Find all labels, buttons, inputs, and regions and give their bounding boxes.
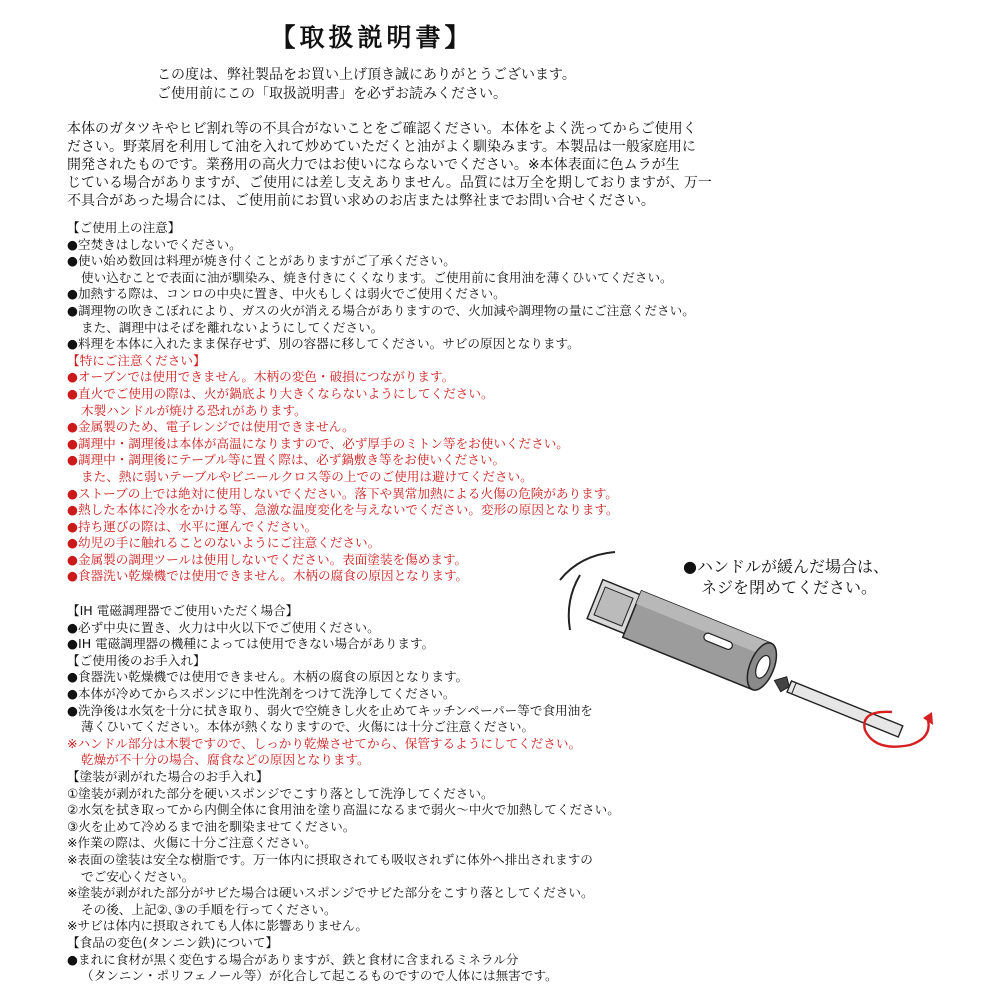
lead-line: 開発されたものです。業務用の高火力ではお使いにならないでください。※本体表面に色ムラが生 [67, 157, 680, 173]
screwdriver-icon [771, 673, 903, 739]
intro-block [157, 66, 576, 104]
instruction-line: ●加熱する際は、コンロの中央に置き、中火もしくは弱火でご使用ください。 [67, 286, 506, 302]
lead-line: ださい。野菜屑を利用して油を入れて炒めていただくと油がよく馴染みます。本製品は一般家庭用に [67, 139, 696, 155]
instruction-line: 【食品の変色(タンニン鉄)について】 [67, 934, 279, 950]
instruction-line: ●持ち運びの際は、水平に運んでください。 [67, 518, 318, 534]
instruction-line: ●必ず中央に置き、火力は中火以下でご使用ください。 [67, 619, 380, 635]
instruction-line: ●幼児の手に触れることのないようにご注意ください。 [67, 535, 381, 551]
handle-illustration [540, 540, 960, 800]
instruction-line: ●食器洗い乾燥機では使用できません。木柄の腐食の原因となります。 [67, 669, 469, 685]
instruction-line: ●食器洗い乾燥機では使用できません。木柄の腐食の原因となります。 [67, 568, 469, 584]
instruction-line: ●直火でご使用の際は、火が鍋底より大きくならないようにしてください。 [67, 385, 494, 401]
lead-paragraph [67, 120, 717, 210]
instruction-line: ●本体が冷めてからスポンジに中性洗剤をつけて洗浄してください。 [67, 686, 456, 702]
instruction-line: ●調理中・調理後は本体が高温になりますので、必ず厚手のミトン等をお使いください。 [67, 435, 569, 451]
instruction-line: ※サビは体内に摂取されても人体に影響ありません。 [67, 918, 368, 934]
intro-line: この度は、弊社製品をお買い上げ頂き誠にありがとうございます。 [157, 67, 576, 83]
instruction-line: ●IH 電磁調理器の機種によっては使用できない場合があります。 [67, 636, 435, 652]
instruction-line: ●オーブンでは使用できません。木柄の変色・破損につながります。 [67, 369, 455, 385]
instruction-line: 木製ハンドルが焼ける恐れがあります。 [81, 402, 307, 418]
instruction-line: 【特にご注意ください】 [67, 352, 206, 368]
instruction-line: 【塗装が剥がれた場合のお手入れ】 [67, 769, 269, 784]
instruction-line: ③火を止めて冷めるまで油を馴染ませてください。 [67, 818, 356, 834]
instruction-line: また、熱に弱いテーブルやビニールクロス等の上でのご使用は避けてください。 [81, 468, 533, 484]
instruction-line: ●調理中・調理後にテーブル等に置く際は、必ず鍋敷き等をお使いください。 [67, 452, 506, 468]
lead-line: 本体のガタツキやヒビ割れ等の不具合がないことをご確認ください。本体をよく洗ってからご使用く [67, 121, 697, 137]
instruction-line: ●金属製の調理ツールは使用しないでください。表面塗装を傷めます。 [67, 551, 468, 567]
instruction-line: その後、上記②､③の手順を行ってください。 [81, 901, 337, 917]
instruction-line: また、調理中はそばを離れないようにしてください。 [81, 319, 384, 335]
instruction-line: 【ご使用上の注意】 [67, 220, 181, 235]
lead-line: じている場合がありますが、ご使用には差し支えありません。品質には万全を期しておりますが、万一 [67, 175, 712, 191]
instruction-line: （タンニン・ポリフェノール等）が化合して起こるものですので人体には無害です。 [81, 968, 558, 984]
page-title [0, 18, 1000, 54]
instruction-line: ●熱した本体に冷水をかける等、急激な温度変化を与えないでください。変形の原因となります。 [67, 502, 619, 518]
instruction-line: ●料理を本体に入れたまま保存せず、別の容器に移してください。サビの原因となります。 [67, 336, 580, 352]
instruction-line: ※塗装が剥がれた部分がサビた場合は硬いスポンジでサビた部分をこすり落としてください。 [67, 885, 594, 901]
instruction-line: ①塗装が剥がれた部分を硬いスポンジでこすり落として洗浄してください。 [67, 785, 494, 801]
instruction-line: ※作業の際は、火傷に十分ご注意ください。 [67, 835, 317, 851]
instruction-line: ●調理物の吹きこぼれにより、ガスの火が消える場合がありますので、火加減や調理物の量にご注意ください。 [67, 302, 695, 318]
instruction-line: ●ストーブの上では絶対に使用しないでください。落下や異常加熱による火傷の危険があります。 [67, 485, 618, 501]
callout-line-2: ネジを閉めてください。 [701, 578, 878, 597]
instruction-line: 使い込むことで表面に油が馴染み、焼き付きにくくなります。ご使用前に食用油を薄くひいてください。 [81, 269, 673, 285]
instruction-line: ②水気を拭き取ってから内側全体に食用油を塗り高温になるまで弱火～中火で加熱してください。 [67, 802, 620, 818]
instruction-line: ●洗浄後は水気を十分に拭き取り、弱火で空焼きし火を止めてキッチンペーパー等で食用油を [67, 702, 593, 718]
instruction-line: 【IH 電磁調理器でご使用いただく場合】 [67, 603, 299, 619]
instruction-line: 【ご使用後のお手入れ】 [67, 652, 206, 668]
instruction-line: でご安心ください。 [81, 868, 195, 884]
instruction-line: ※ハンドル部分は木製ですので、しっかり乾燥させてから、保管するようにしてください。 [67, 735, 582, 751]
intro-line: ご使用前にこの「取扱説明書」を必ずお読みください。 [157, 86, 507, 102]
instruction-line: ※表面の塗装は安全な樹脂です。万一体内に摂取されても吸収されずに体外へ排出されますの [67, 851, 593, 867]
title-text: 【取扱説明書】 [270, 23, 474, 52]
callout-line-1: ●ハンドルが緩んだ場合は、 [683, 557, 889, 576]
instruction-line: ●まれに食材が黒く変色する場合がありますが、鉄と食材に含まれるミネラル分 [67, 951, 519, 967]
instruction-line: ●金属製のため、電子レンジでは使用できません。 [67, 419, 355, 435]
instruction-line: 乾燥が不十分の場合、腐食などの原因となります。 [81, 752, 370, 768]
lead-line: 不具合があった場合には、ご使用前にお買い求めのお店または弊社までお問い合せください。 [67, 193, 655, 209]
instruction-line: 薄くひいてください。本体が熱くなりますので、火傷には十分ご注意ください。 [81, 719, 535, 735]
instruction-line: ●使い始め数回は料理が焼き付くことがありますがご了承ください。 [67, 253, 456, 269]
instruction-line: ●空焚きはしないでください。 [67, 236, 242, 252]
